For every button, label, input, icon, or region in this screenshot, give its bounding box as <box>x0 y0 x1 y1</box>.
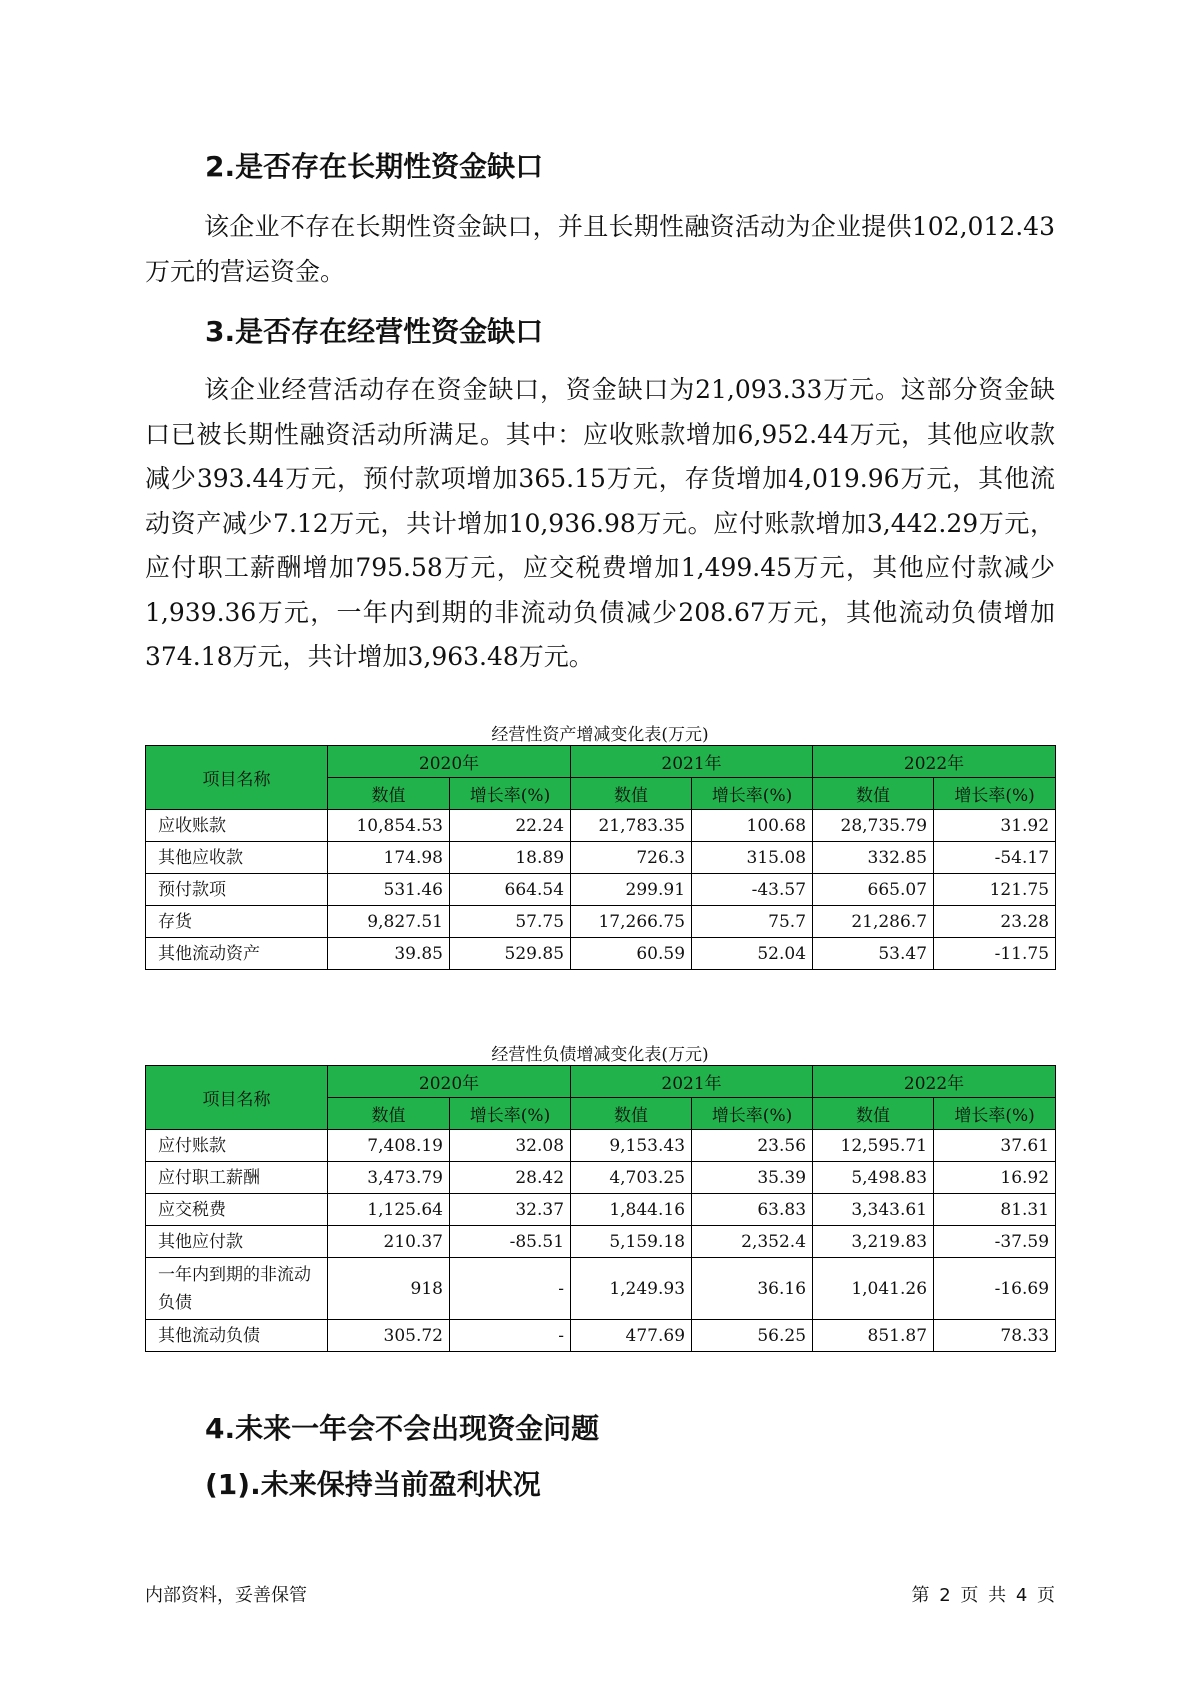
row-item-name: 应交税费 <box>146 1194 328 1226</box>
value-cell: 3,343.61 <box>813 1194 934 1226</box>
table-row <box>146 1226 1056 1258</box>
header-growth-rate: 增长率(%) <box>450 1098 571 1130</box>
value-cell: 1,041.26 <box>813 1258 934 1320</box>
value-cell: 174.98 <box>328 842 450 874</box>
liability-table-caption: 经营性负债增减变化表(万元) <box>491 1045 709 1065</box>
row-item-name: 预付款项 <box>146 874 328 906</box>
header-value: 数值 <box>571 1098 692 1130</box>
table-row <box>146 810 1056 842</box>
footer-page-number: 第 2 页 共 4 页 <box>911 1585 1055 1606</box>
row-item-name: 应付职工薪酬 <box>146 1162 328 1194</box>
table-row <box>146 1258 1056 1320</box>
growth-rate-cell: 36.16 <box>692 1258 813 1320</box>
header-year-2022: 2022年 <box>813 1066 1056 1098</box>
liability-change-table <box>145 1065 1056 1352</box>
section-2-paragraph: 该企业不存在长期性资金缺口，并且长期性融资活动为企业提供102,012.43万元的营运资金。 <box>145 212 1055 286</box>
header-value: 数值 <box>328 1098 450 1130</box>
asset-change-table <box>145 745 1056 970</box>
section-3-paragraph: 该企业经营活动存在资金缺口，资金缺口为21,093.33万元。这部分资金缺口已被长期性融资活动所满足。其中：应收账款增加6,952.44万元，其他应收款减少393.44万元，预付款项增加365.15万元，存货增加4,019.96万元，其他流动资产减少7.12万元，共计增加10,936.98万元。应付账款增加3,442.29万元，应付职工薪酬增加795.58万元，应交税费增加1,499.45万元，其他应付款减少1,939.36万元，一年内到期的非流动负债减少208.67万元，其他流动负债增加374.18万元，共计增加3,963.48万元。 <box>145 375 1055 671</box>
growth-rate-cell: 121.75 <box>934 874 1056 906</box>
growth-rate-cell: 52.04 <box>692 938 813 970</box>
footer-confidential-note: 内部资料，妥善保管 <box>145 1585 307 1606</box>
growth-rate-cell: -11.75 <box>934 938 1056 970</box>
growth-rate-cell: 18.89 <box>450 842 571 874</box>
header-growth-rate: 增长率(%) <box>450 778 571 810</box>
growth-rate-cell: 31.92 <box>934 810 1056 842</box>
growth-rate-cell: - <box>450 1258 571 1320</box>
growth-rate-cell: 56.25 <box>692 1320 813 1352</box>
value-cell: 1,844.16 <box>571 1194 692 1226</box>
growth-rate-cell: -54.17 <box>934 842 1056 874</box>
value-cell: 10,854.53 <box>328 810 450 842</box>
growth-rate-cell: 2,352.4 <box>692 1226 813 1258</box>
value-cell: 5,159.18 <box>571 1226 692 1258</box>
growth-rate-cell: 32.37 <box>450 1194 571 1226</box>
header-value: 数值 <box>571 778 692 810</box>
growth-rate-cell: -16.69 <box>934 1258 1056 1320</box>
growth-rate-cell: 529.85 <box>450 938 571 970</box>
header-value: 数值 <box>328 778 450 810</box>
value-cell: 851.87 <box>813 1320 934 1352</box>
table-row <box>146 1320 1056 1352</box>
table-row <box>146 842 1056 874</box>
value-cell: 3,473.79 <box>328 1162 450 1194</box>
header-growth-rate: 增长率(%) <box>934 778 1056 810</box>
value-cell: 53.47 <box>813 938 934 970</box>
value-cell: 9,827.51 <box>328 906 450 938</box>
row-item-name: 应收账款 <box>146 810 328 842</box>
value-cell: 17,266.75 <box>571 906 692 938</box>
table-row <box>146 1194 1056 1226</box>
value-cell: 726.3 <box>571 842 692 874</box>
value-cell: 9,153.43 <box>571 1130 692 1162</box>
growth-rate-cell: -43.57 <box>692 874 813 906</box>
row-item-name: 其他流动资产 <box>146 938 328 970</box>
header-value: 数值 <box>813 778 934 810</box>
value-cell: 210.37 <box>328 1226 450 1258</box>
growth-rate-cell: 81.31 <box>934 1194 1056 1226</box>
table-row <box>146 1162 1056 1194</box>
growth-rate-cell: 63.83 <box>692 1194 813 1226</box>
table-row <box>146 1130 1056 1162</box>
value-cell: 665.07 <box>813 874 934 906</box>
growth-rate-cell: -85.51 <box>450 1226 571 1258</box>
value-cell: 3,219.83 <box>813 1226 934 1258</box>
value-cell: 21,783.35 <box>571 810 692 842</box>
value-cell: 531.46 <box>328 874 450 906</box>
growth-rate-cell: 57.75 <box>450 906 571 938</box>
value-cell: 299.91 <box>571 874 692 906</box>
value-cell: 7,408.19 <box>328 1130 450 1162</box>
header-value: 数值 <box>813 1098 934 1130</box>
asset-table-caption: 经营性资产增减变化表(万元) <box>491 725 709 745</box>
growth-rate-cell: 75.7 <box>692 906 813 938</box>
value-cell: 4,703.25 <box>571 1162 692 1194</box>
growth-rate-cell: 32.08 <box>450 1130 571 1162</box>
header-year-2020: 2020年 <box>328 746 571 778</box>
growth-rate-cell: 28.42 <box>450 1162 571 1194</box>
section-4-1-heading: (1).未来保持当前盈利状况 <box>205 1468 541 1501</box>
header-year-2021: 2021年 <box>571 746 813 778</box>
growth-rate-cell: 16.92 <box>934 1162 1056 1194</box>
header-growth-rate: 增长率(%) <box>934 1098 1056 1130</box>
section-3-heading: 3.是否存在经营性资金缺口 <box>205 315 544 348</box>
value-cell: 477.69 <box>571 1320 692 1352</box>
section-2-heading: 2.是否存在长期性资金缺口 <box>205 150 544 183</box>
value-cell: 28,735.79 <box>813 810 934 842</box>
row-item-name: 其他应收款 <box>146 842 328 874</box>
header-growth-rate: 增长率(%) <box>692 778 813 810</box>
row-item-name: 应付账款 <box>146 1130 328 1162</box>
row-item-name: 一年内到期的非流动负债 <box>146 1258 328 1320</box>
header-year-2021: 2021年 <box>571 1066 813 1098</box>
value-cell: 305.72 <box>328 1320 450 1352</box>
value-cell: 1,249.93 <box>571 1258 692 1320</box>
section-4-heading: 4.未来一年会不会出现资金问题 <box>205 1412 600 1445</box>
table-row <box>146 938 1056 970</box>
value-cell: 39.85 <box>328 938 450 970</box>
growth-rate-cell: 35.39 <box>692 1162 813 1194</box>
growth-rate-cell: 23.28 <box>934 906 1056 938</box>
growth-rate-cell: 23.56 <box>692 1130 813 1162</box>
value-cell: 5,498.83 <box>813 1162 934 1194</box>
growth-rate-cell: 37.61 <box>934 1130 1056 1162</box>
value-cell: 918 <box>328 1258 450 1320</box>
growth-rate-cell: 100.68 <box>692 810 813 842</box>
value-cell: 12,595.71 <box>813 1130 934 1162</box>
header-item-name: 项目名称 <box>146 1066 328 1130</box>
growth-rate-cell: 78.33 <box>934 1320 1056 1352</box>
header-item-name: 项目名称 <box>146 746 328 810</box>
growth-rate-cell: 22.24 <box>450 810 571 842</box>
header-year-2022: 2022年 <box>813 746 1056 778</box>
row-item-name: 其他流动负债 <box>146 1320 328 1352</box>
growth-rate-cell: 315.08 <box>692 842 813 874</box>
value-cell: 21,286.7 <box>813 906 934 938</box>
growth-rate-cell: - <box>450 1320 571 1352</box>
value-cell: 60.59 <box>571 938 692 970</box>
table-row <box>146 906 1056 938</box>
header-year-2020: 2020年 <box>328 1066 571 1098</box>
header-growth-rate: 增长率(%) <box>692 1098 813 1130</box>
row-item-name: 其他应付款 <box>146 1226 328 1258</box>
row-item-name: 存货 <box>146 906 328 938</box>
table-row <box>146 874 1056 906</box>
value-cell: 1,125.64 <box>328 1194 450 1226</box>
growth-rate-cell: -37.59 <box>934 1226 1056 1258</box>
growth-rate-cell: 664.54 <box>450 874 571 906</box>
value-cell: 332.85 <box>813 842 934 874</box>
